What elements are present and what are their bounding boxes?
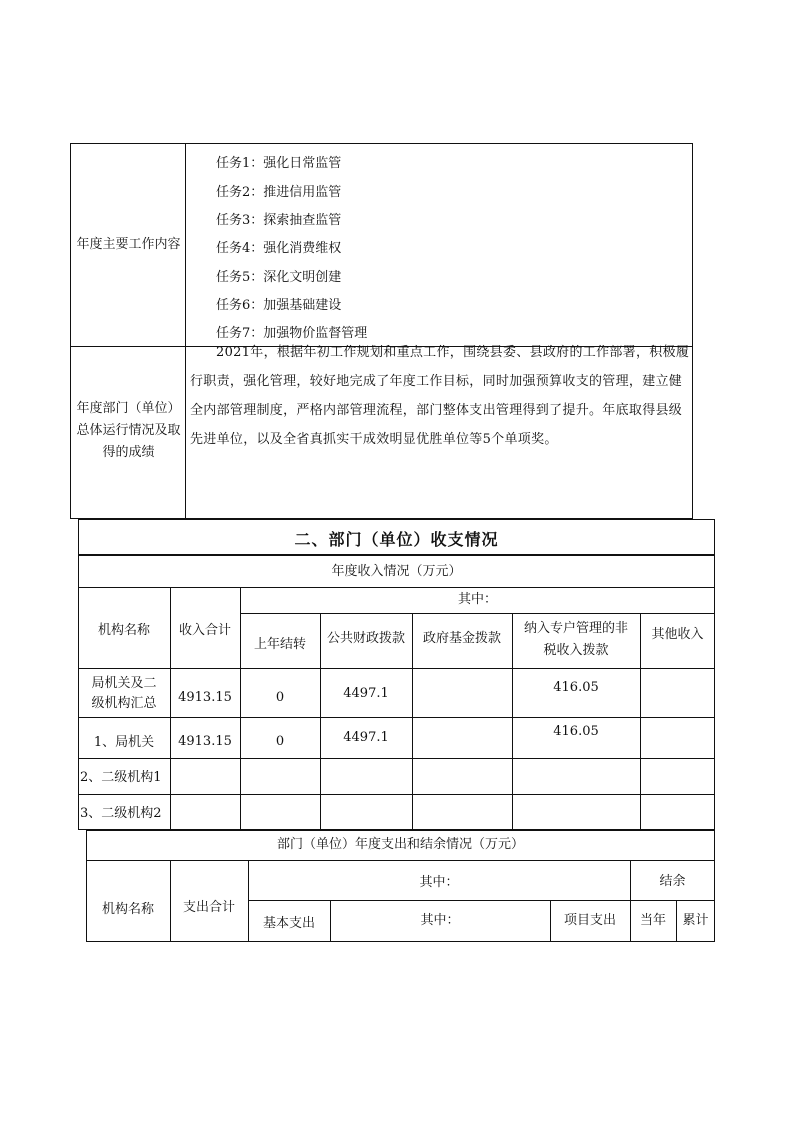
expense-header-project: 项目支出 (563, 913, 616, 928)
expense-header-cumulative: 累计 (682, 913, 709, 928)
table-row-org (78, 674, 170, 714)
performance-label (72, 398, 185, 464)
table-row-public: 4497.1 (343, 686, 389, 701)
table-row-nontax: 416.05 (553, 680, 599, 695)
income-title-divider (78, 587, 715, 588)
expense-header-of-which: 其中： (419, 875, 459, 890)
income-header-other: 其他收入 (651, 627, 704, 642)
income-header-total: 收入合计 (178, 623, 231, 638)
income-row-line (78, 794, 715, 795)
expense-header-basic: 基本支出 (262, 916, 315, 931)
income-row-line (78, 668, 715, 669)
expense-title: 部门（单位）年度支出和结余情况（万元） (276, 837, 524, 852)
expense-header-balance: 结余 (659, 874, 686, 889)
top-table-col-divider (185, 143, 186, 519)
task-item: 任务2：推进信用监管 (216, 185, 342, 200)
expense-subheader-line (248, 900, 715, 901)
income-header-nontax-line: 纳入专户管理的非 (523, 621, 628, 636)
table-row-org-line: 局机关及二 (91, 676, 157, 691)
performance-text: 2021年，根据年初工作规划和重点工作，围绕县委、县政府的工作部署，积极履行职责，强化管理，较好地完成了年度工作目标，同时加强预算收支的管理，建立健全内部管理制度，严格内部管理流程，部门整体支出管理得到了提升。年底取得县级先进单位，以及全省真抓实干成效明显优胜单位等5个单项奖。 (190, 345, 690, 447)
performance-label-line: 得的成绩 (102, 445, 155, 460)
table-row-org: 3、二级机构2 (80, 806, 162, 821)
table-row-prev: 0 (275, 734, 285, 749)
income-header-public: 公共财政拨款 (326, 631, 405, 646)
income-header-fund: 政府基金拨款 (422, 631, 501, 646)
performance-label-line: 总体运行情况及取 (76, 423, 181, 438)
expense-header-current-year: 当年 (639, 913, 666, 928)
table-row-total: 4913.15 (178, 690, 232, 705)
task-item: 任务3：探索抽查监管 (216, 213, 342, 228)
income-row-line (78, 758, 715, 759)
table-row-prev: 0 (275, 690, 285, 705)
income-header-nontax-line: 税收入拨款 (543, 643, 609, 658)
task-item: 任务5：深化文明创建 (216, 270, 342, 285)
performance-label-line: 年度部门（单位） (76, 401, 181, 416)
task-item: 任务6：加强基础建设 (216, 298, 342, 313)
expense-col-line (630, 860, 631, 942)
expense-header-of-which2: 其中： (420, 913, 460, 928)
task-item: 任务7：加强物价监督管理 (216, 326, 368, 341)
expense-title-divider (86, 860, 715, 861)
task-item: 任务4：强化消费维权 (216, 241, 342, 256)
section2-title: 二、部门（单位）收支情况 (294, 530, 499, 549)
income-subheader-line (240, 613, 715, 614)
income-title: 年度收入情况（万元） (331, 564, 462, 579)
expense-header-org: 机构名称 (101, 902, 154, 917)
table-row-total: 4913.15 (178, 734, 232, 749)
task-item: 任务1：强化日常监管 (216, 156, 342, 171)
table-row-org: 2、二级机构1 (80, 770, 162, 785)
table-row-org: 1、局机关 (93, 735, 155, 750)
income-header-prev: 上年结转 (253, 637, 306, 652)
income-header-org: 机构名称 (97, 623, 150, 638)
work-content-label: 年度主要工作内容 (76, 237, 181, 252)
table-row-org-line: 级机构汇总 (91, 696, 157, 711)
income-header-of-which: 其中： (457, 592, 497, 607)
table-row-nontax: 416.05 (553, 724, 599, 739)
table-row-public: 4497.1 (343, 730, 389, 745)
expense-header-total: 支出合计 (182, 900, 235, 915)
income-row-line (78, 717, 715, 718)
income-col-line (640, 613, 641, 830)
income-header-nontax (512, 618, 640, 662)
